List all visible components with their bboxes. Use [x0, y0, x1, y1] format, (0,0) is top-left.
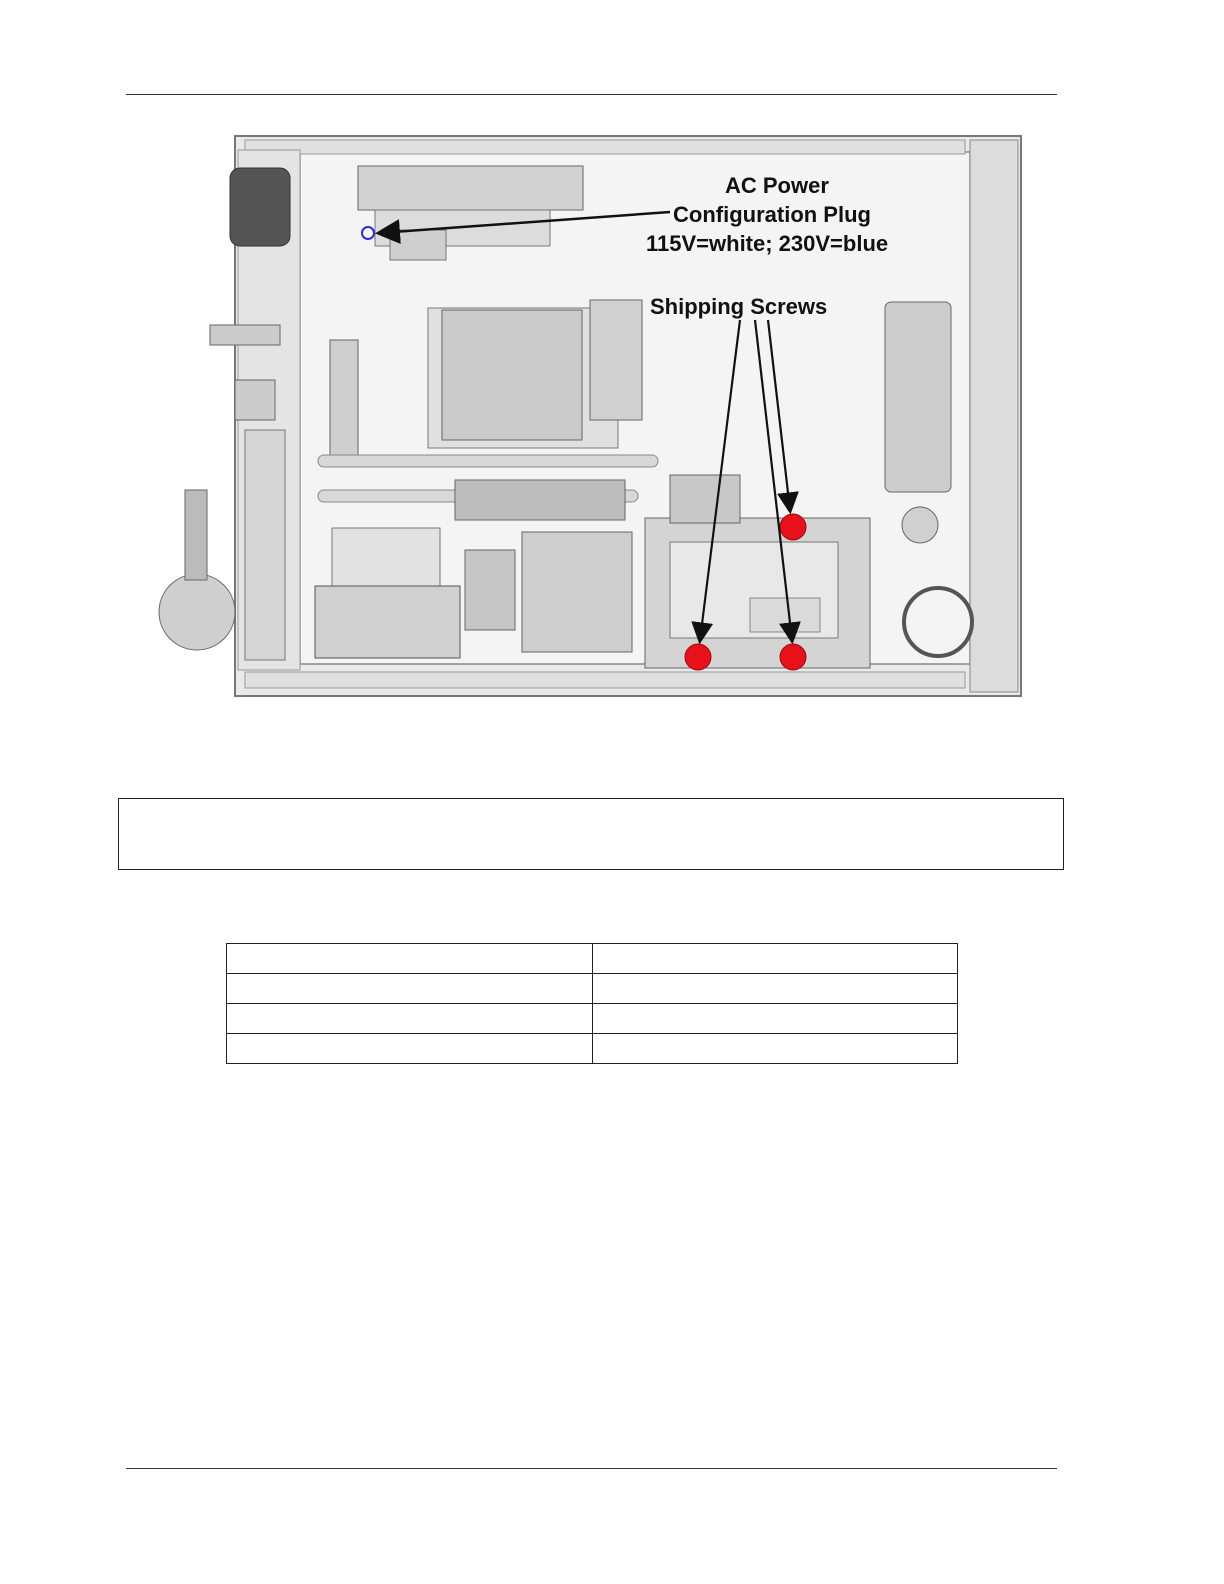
pump-unit	[522, 532, 632, 652]
header-rule	[126, 94, 1057, 95]
right-panel	[970, 140, 1018, 692]
left-fitting-1	[210, 325, 280, 345]
filter-body	[315, 586, 460, 658]
vertical-bracket	[330, 340, 358, 460]
table-cell	[592, 1004, 958, 1034]
tube-1	[318, 455, 658, 467]
shipping-screw-1	[780, 514, 806, 540]
bottom-rail	[245, 672, 965, 688]
shipping-screws-label: Shipping Screws	[650, 294, 828, 319]
upper-block	[670, 475, 740, 523]
top-pcb	[358, 166, 583, 210]
table-cell	[227, 974, 593, 1004]
fan-knob	[159, 574, 235, 650]
shipping-screw-3	[780, 644, 806, 670]
valve-stack	[590, 300, 642, 420]
table-cell	[227, 1004, 593, 1034]
coil	[904, 588, 972, 656]
table-cell	[227, 944, 593, 974]
pump-side	[465, 550, 515, 630]
top-rail	[245, 140, 965, 154]
central-module	[442, 310, 582, 440]
table-cell	[592, 974, 958, 1004]
left-board	[245, 430, 285, 660]
fan-shaft	[185, 490, 207, 580]
ac-power-label-line3: 115V=white; 230V=blue	[646, 231, 889, 256]
left-fitting-2	[235, 380, 275, 420]
table-cell	[592, 944, 958, 974]
footer-rule	[126, 1468, 1057, 1469]
table-row	[227, 1034, 958, 1064]
spec-table	[226, 943, 958, 1064]
table-cell	[592, 1034, 958, 1064]
sensor-chip	[750, 598, 820, 632]
ac-power-label-line1: AC Power	[725, 173, 829, 198]
right-module	[885, 302, 951, 492]
top-pcb-block	[390, 230, 446, 260]
table-row	[227, 944, 958, 974]
ac-power-label-line2: Configuration Plug	[673, 202, 871, 227]
ac-power-plug-marker	[362, 227, 374, 239]
filter-bracket	[332, 528, 440, 590]
power-switch	[230, 168, 290, 246]
manifold	[455, 480, 625, 520]
shipping-screw-2	[685, 644, 711, 670]
table-row	[227, 974, 958, 1004]
note-box	[118, 798, 1064, 870]
table-cell	[227, 1034, 593, 1064]
instrument-interior-diagram	[150, 130, 1030, 710]
table-row	[227, 1004, 958, 1034]
right-fitting	[902, 507, 938, 543]
